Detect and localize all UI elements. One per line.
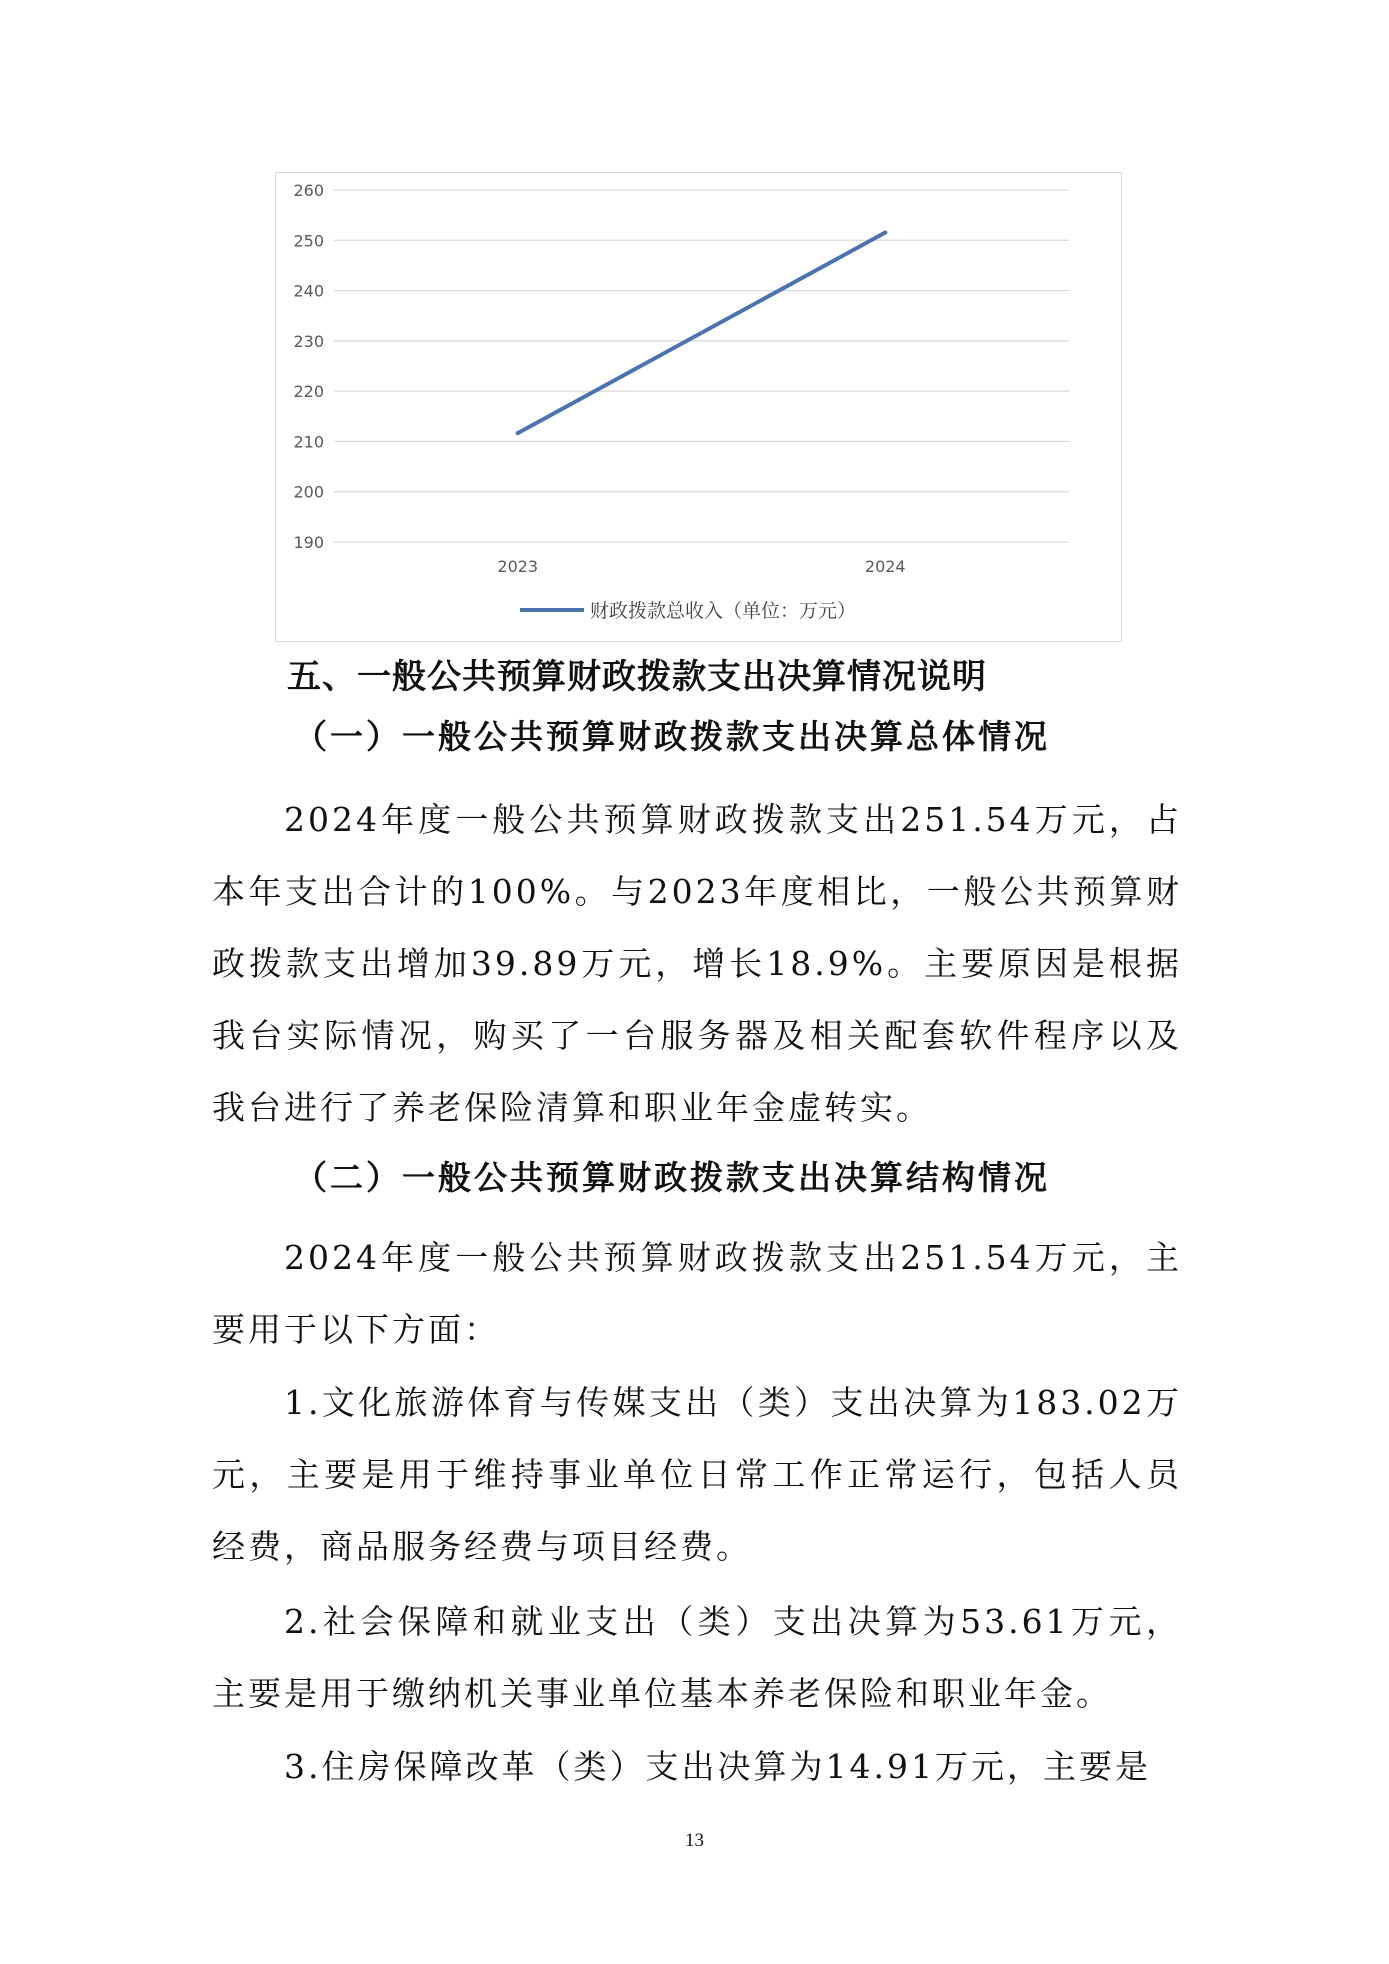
- data-point: [516, 431, 520, 435]
- paragraph-structure: 2024年度一般公共预算财政拨款支出251.54万元，主要用于以下方面：: [212, 1238, 1182, 1349]
- y-tick-label: 240: [293, 281, 324, 301]
- paragraph-overall: 2024年度一般公共预算财政拨款支出251.54万元，占本年支出合计的100%。与2023年度相比，一般公共预算财政拨款支出增加39.89万元，增长18.9%。主要原因是根据我台实际情况，购买了一台服务器及相关配套软件程序以及我台进行了养老保险清算和职业年金虚转实。: [212, 800, 1182, 1127]
- y-tick-label: 220: [293, 382, 324, 402]
- list-item-housing: 3.住房保障改革（类）支出决算为14.91万元，主要是: [284, 1747, 1151, 1786]
- list-item-social-security: 2.社会保障和就业支出（类）支出决算为53.61万元，主要是用于缴纳机关事业单位基本养老保险和职业年金。: [212, 1602, 1182, 1713]
- y-tick-label: 260: [293, 181, 324, 200]
- sub-heading-structure: （二）一般公共预算财政拨款支出决算结构情况: [294, 1158, 1050, 1197]
- section-heading: 五、一般公共预算财政拨款支出决算情况说明: [287, 657, 987, 697]
- chart-canvas: [276, 173, 1121, 641]
- income-line-chart: [275, 172, 1122, 642]
- sub-heading-overall: （一）一般公共预算财政拨款支出决算总体情况: [294, 717, 1050, 756]
- y-tick-label: 190: [293, 533, 324, 552]
- series-line: [518, 233, 886, 434]
- list-item-culture: 1.文化旅游体育与传媒支出（类）支出决算为183.02万元，主要是用于维持事业单位日常工作正常运行，包括人员经费，商品服务经费与项目经费。: [212, 1383, 1182, 1566]
- x-tick-label: 2023: [497, 557, 539, 576]
- y-tick-label: 210: [293, 432, 324, 452]
- y-tick-label: 200: [293, 482, 324, 502]
- data-point: [883, 231, 887, 235]
- page-number: 13: [685, 1830, 704, 1851]
- x-tick-label: 2024: [864, 557, 906, 576]
- legend-label: 财政拨款总收入（单位：万元）: [590, 600, 857, 622]
- y-tick-label: 250: [293, 231, 324, 251]
- y-tick-label: 230: [293, 331, 324, 351]
